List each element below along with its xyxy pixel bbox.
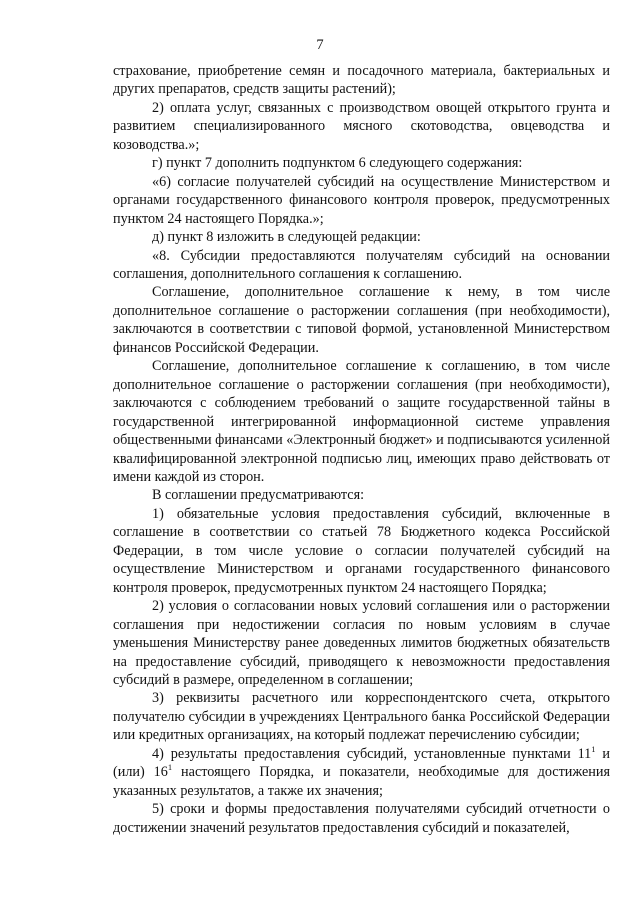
document-body: [113, 62, 610, 837]
paragraph: 2) условия о согласовании новых условий соглашения или о расторжении соглашения при недостижении согласия по новым условиям в случае уменьшения Министерству ранее доведенных лимитов бюджетных обязательств на предоставление субсидий, приводящего к невозможности предоставления субсидий в размере, определенном в соглашении;: [113, 598, 610, 688]
paragraph: 5) сроки и формы предоставления получателями субсидий отчетности о достижении значений результатов предоставления субсидий и показателей,: [113, 801, 610, 836]
paragraph: «6) согласие получателей субсидий на осуществление Министерством и органами государственного финансового контроля проверок, предусмотренных пунктом 24 настоящего Порядка.»;: [113, 173, 610, 227]
paragraph: Соглашение, дополнительное соглашение к соглашению, в том числе дополнительное соглашение о расторжении соглашения (при необходимости), заключаются с соблюдением требований о защите государственной тайны в государственной интегрированной информационной системе управления общественными финансами «Электронный бюджет» и подписываются усиленной квалифицированной электронной подписью лиц, имеющих право действовать от имени каждой из сторон.: [113, 358, 610, 485]
paragraph: 3) реквизиты расчетного или корреспондентского счета, открытого получателю субсидии в учреждениях Центрального банка Российской Федерации или кредитных организациях, на который подлежат перечислению субсидии;: [113, 690, 610, 744]
paragraph: д) пункт 8 изложить в следующей редакции:: [152, 229, 421, 246]
paragraph: Соглашение, дополнительное соглашение к нему, в том числе дополнительное соглашение о расторжении соглашения (при необходимости), заключаются в соответствии с типовой формой, установленной Министерством финансов Российской Федерации.: [113, 284, 610, 356]
paragraph: страхование, приобретение семян и посадочного материала, бактериальных и других препаратов, средств защиты растений);: [113, 63, 610, 98]
paragraph: 1) обязательные условия предоставления субсидий, включенные в соглашение в соответствии со статьей 78 Бюджетного кодекса Российской Федерации, в том числе условие о согласии получателей субсидий на осуществление Министерством и органами государственного финансового контроля проверок, предусмотренных пунктом 24 настоящего Порядка;: [113, 505, 610, 596]
superscript-mark: 1: [167, 762, 173, 773]
paragraph: «8. Субсидии предоставляются получателям субсидий на основании соглашения, дополнительного соглашения к соглашению.: [113, 247, 610, 282]
superscript-mark: 1: [591, 743, 596, 754]
paragraph: г) пункт 7 дополнить подпунктом 6 следующего содержания:: [152, 155, 523, 172]
page-number: 7: [316, 37, 324, 53]
paragraph: В соглашении предусматриваются:: [152, 487, 365, 504]
paragraph: 2) оплата услуг, связанных с производством овощей открытого грунта и развитием специализированного мясного скотоводства, овцеводства и козоводства.»;: [113, 99, 610, 153]
paragraph: 4) результаты предоставления субсидий, установленные пунктами $11^1$ и (или) $16^1$ настоящего Порядка, и показатели, необходимые для достижения указанных результатов, а также их значения;: [113, 743, 611, 799]
